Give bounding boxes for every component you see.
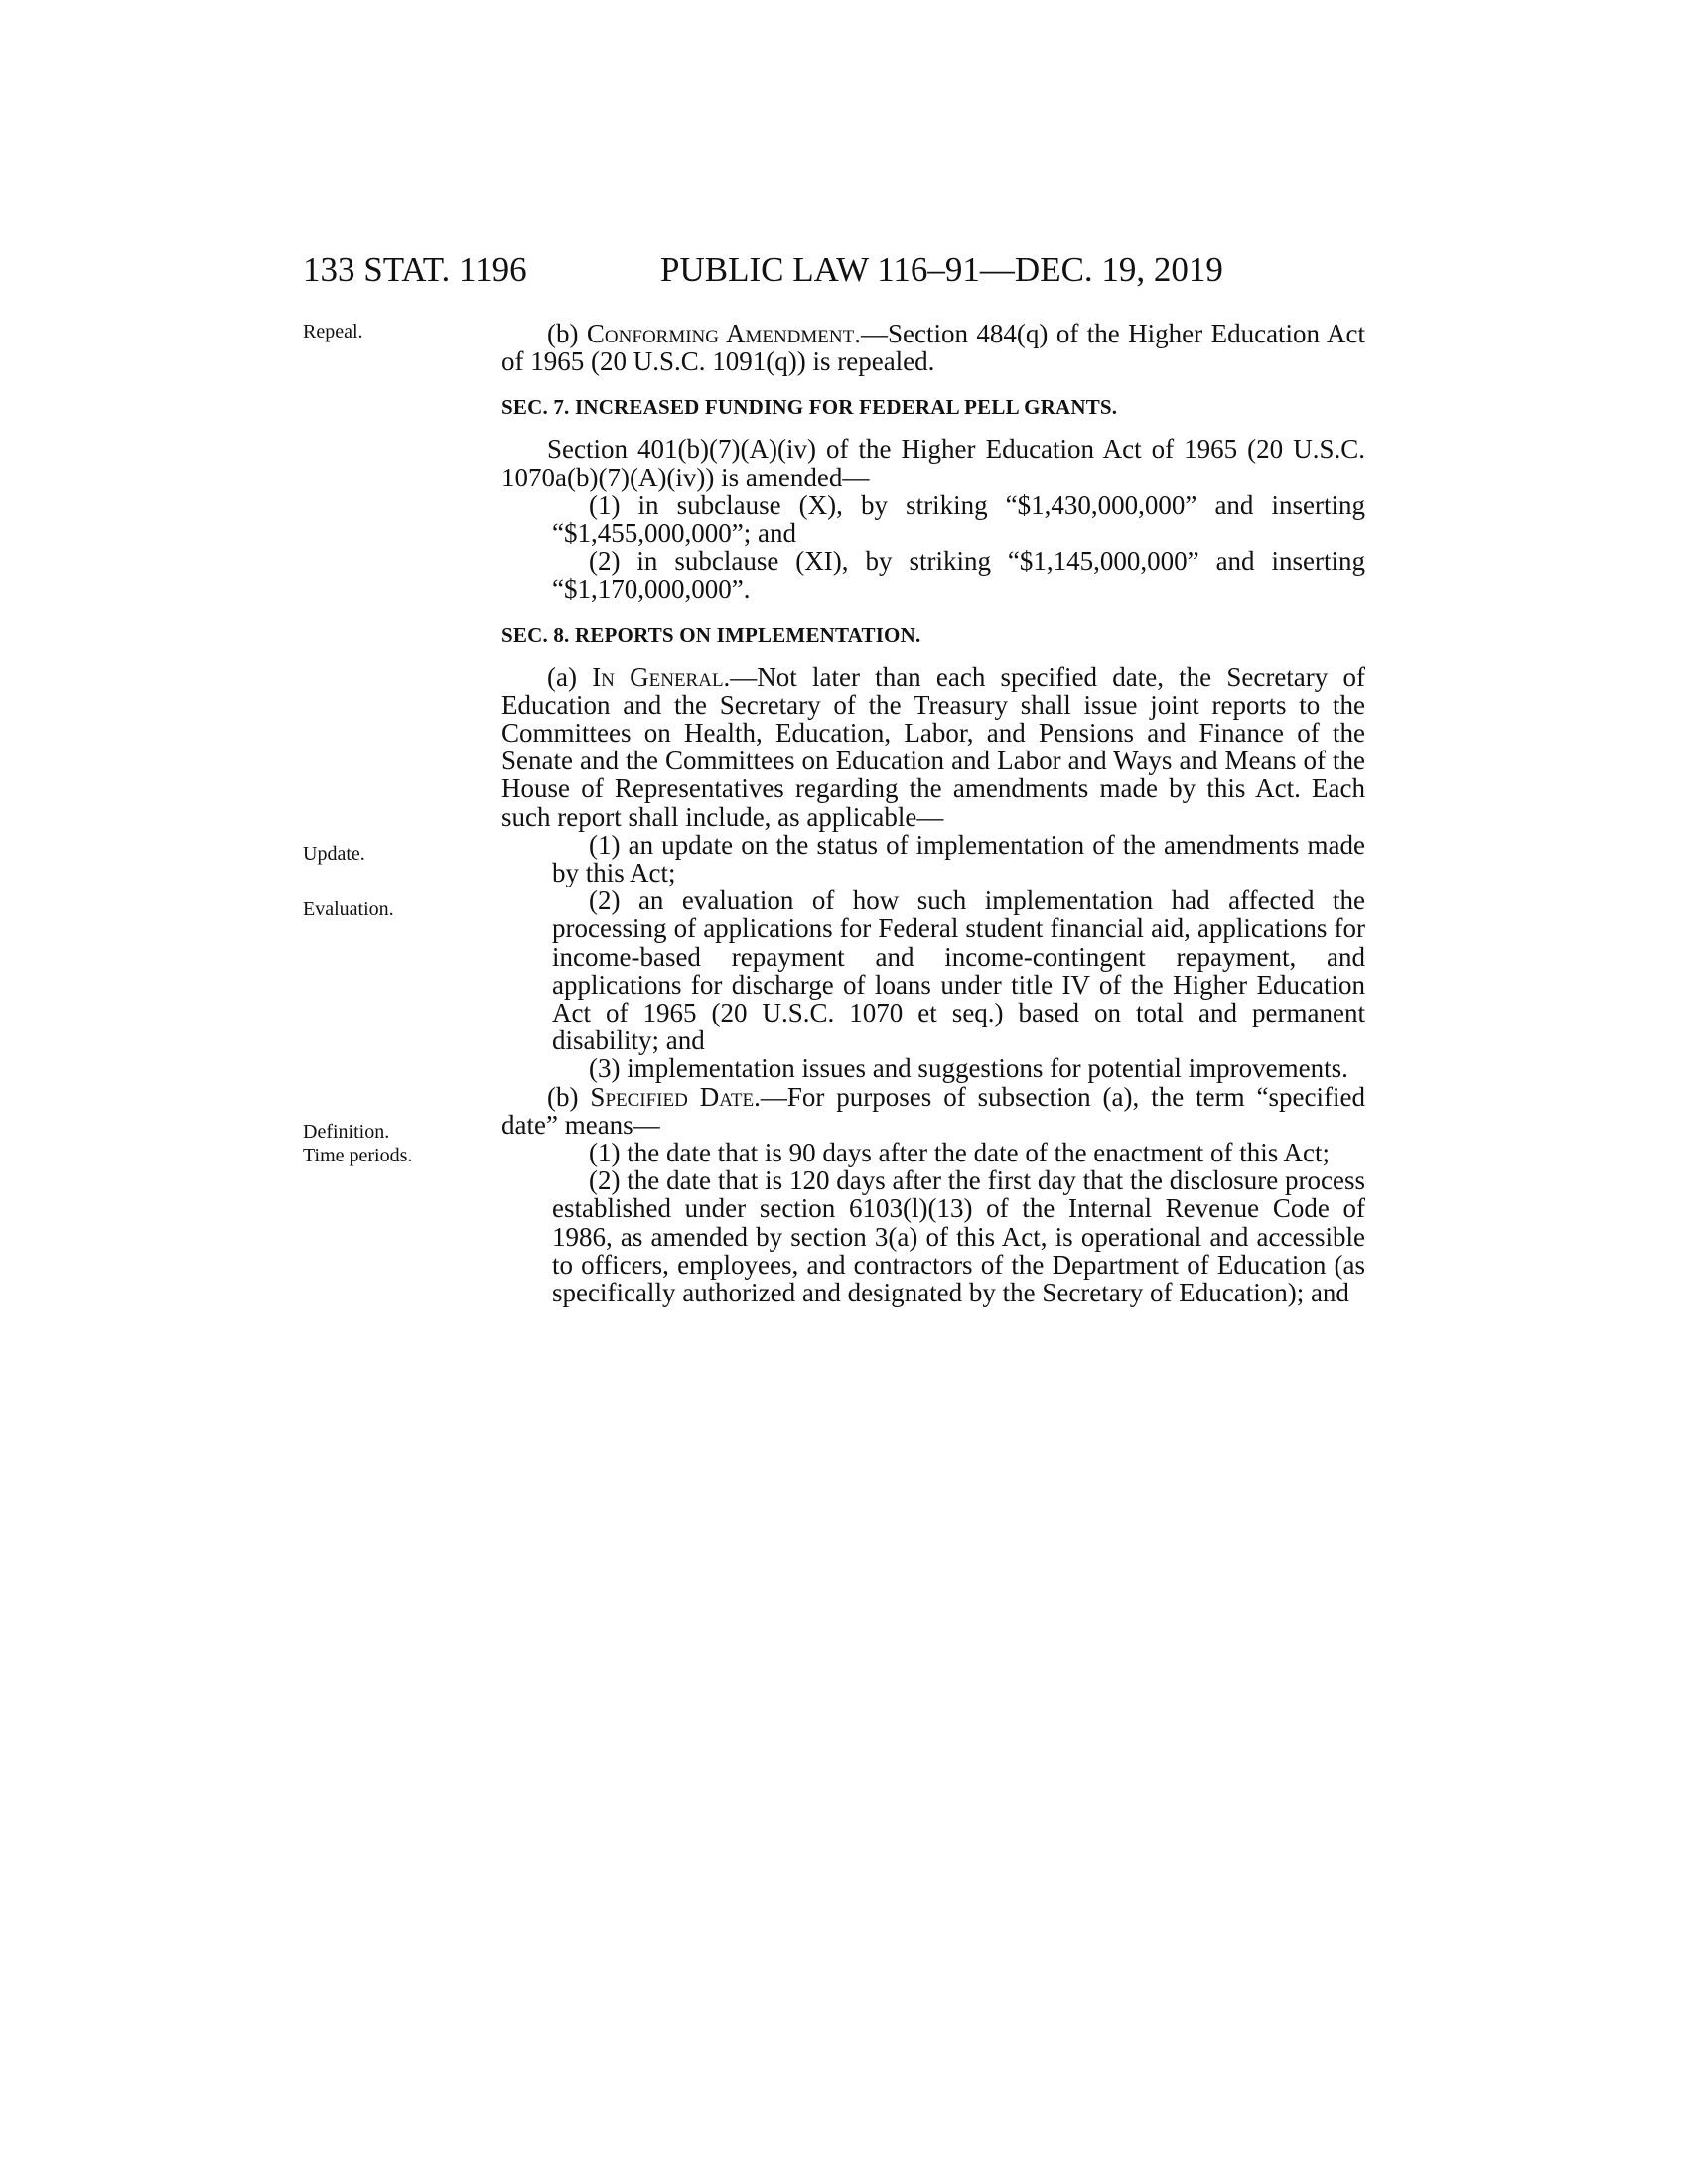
- conforming-prefix: (b): [547, 319, 587, 348]
- sec8-a-item-3: (3) implementation issues and suggestions for potential improvements.: [589, 1053, 1348, 1084]
- sec8-subsection-a: [501, 663, 1365, 831]
- margin-note-definition: Definition.: [303, 1121, 390, 1143]
- sec7-heading: SEC. 7. INCREASED FUNDING FOR FEDERAL PELL GRANTS.: [501, 395, 1118, 420]
- sec8-a-heading: In General: [592, 661, 724, 692]
- statute-page-number: 133 STAT. 1196: [303, 250, 527, 289]
- conforming-text: .—Section 484(q) of the Higher Education Act of 1965 (20 U.S.C. 1091(q)) is repealed.: [501, 319, 1365, 377]
- margin-note-evaluation: Evaluation.: [303, 898, 394, 920]
- sec7-item-2: (2) in subclause (XI), by striking “$1,145,000,000” and inserting “$1,170,000,000”.: [552, 546, 1365, 605]
- margin-note-time-periods: Time periods.: [303, 1145, 413, 1166]
- sec7-intro: Section 401(b)(7)(A)(iv) of the Higher Education Act of 1965 (20 U.S.C. 1070a(b)(7)(A)(iv)) is amended—: [501, 434, 1365, 492]
- sec8-b-prefix: (b): [547, 1081, 591, 1112]
- sec8-b-item-1: (1) the date that is 90 days after the date of the enactment of this Act;: [589, 1138, 1330, 1168]
- sec8-heading: SEC. 8. REPORTS ON IMPLEMENTATION.: [501, 622, 921, 647]
- sec8-a-item-2: (2) an evaluation of how such implementation had affected the processing of applications for Federal student financial aid, applications for income-based repayment and income-contingent repayment, and applications for discharge of loans under title IV of the Higher Education Act of 1965 (20 U.S.C. 1070 et seq.) based on total and permanent disability; and: [552, 886, 1365, 1056]
- margin-note-update: Update.: [303, 843, 365, 865]
- sec8-b-item-2: (2) the date that is 120 days after the first day that the disclosure process established under section 6103(l)(13) of the Internal Revenue Code of 1986, as amended by section 3(a) of this Act, is operational and accessible to officers, employees, and contractors of the Department of Education (as specifically authorized and designated by the Secretary of Education); and: [552, 1165, 1365, 1308]
- sec8-a-text: .—Not later than each specified date, the Secretary of Education and the Secretary of the Treasury shall issue joint reports to the Committees on Health, Education, Labor, and Pensions and Finance of the Senate and the Committees on Education and Labor and Ways and Means of the House of Representatives regarding the amendments made by this Act. Each such report shall include, as applicable—: [501, 661, 1365, 832]
- conforming-heading: Conforming Amendment: [586, 319, 855, 348]
- sec8-subsection-b: [501, 1083, 1365, 1139]
- document-body: [501, 320, 1365, 1306]
- sec7-item-1: (1) in subclause (X), by striking “$1,430,000,000” and inserting “$1,455,000,000”; and: [552, 489, 1365, 549]
- sec8-b-heading: Specified Date: [590, 1081, 755, 1112]
- margin-note-repeal: Repeal.: [303, 321, 363, 342]
- sec8-a-item-1: (1) an update on the status of implementation of the amendments made by this Act;: [552, 829, 1365, 888]
- page-header: [303, 250, 1365, 294]
- sec8-b-text: .—For purposes of subsection (a), the term “specified date” means—: [501, 1081, 1365, 1140]
- public-law-title: PUBLIC LAW 116–91—DEC. 19, 2019: [660, 250, 1223, 289]
- sec8-a-prefix: (a): [547, 661, 593, 692]
- conforming-amendment-paragraph: [501, 320, 1365, 375]
